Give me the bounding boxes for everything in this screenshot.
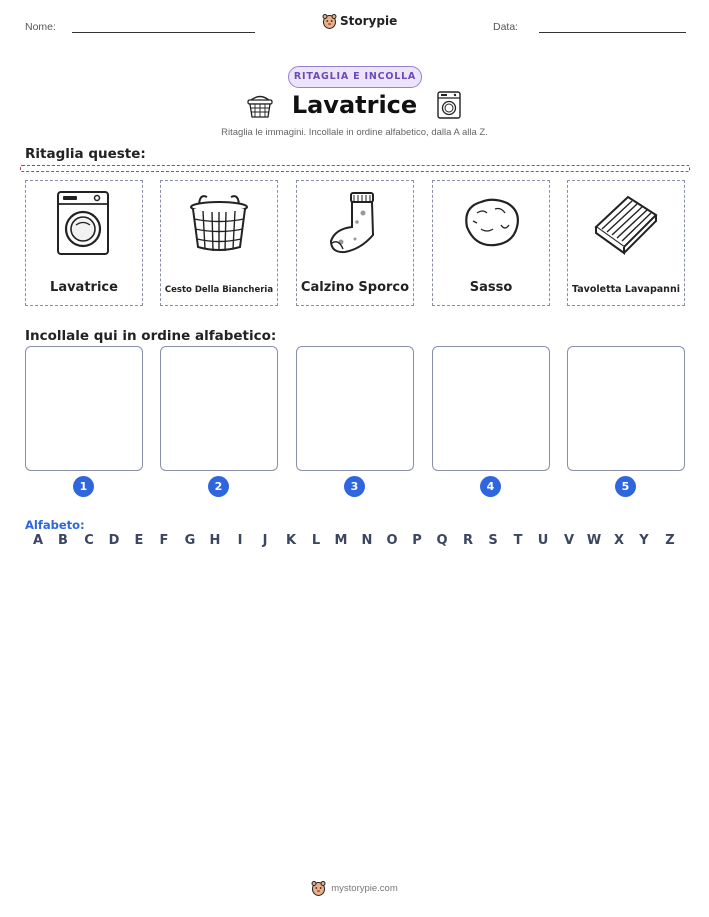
alphabet-letter: D [108,533,120,548]
page-title: Lavatrice [291,91,418,119]
mascot-icon [311,880,326,896]
laundry-basket-icon [185,189,253,257]
paste-box-1[interactable] [25,346,143,471]
footer-link[interactable]: mystorypie.com [331,882,398,894]
alphabet-letter: T [513,533,523,548]
washing-machine-icon [50,189,118,257]
number-badge-1: 1 [73,476,94,497]
paste-box-2[interactable] [160,346,278,471]
alphabet-letter: A [32,533,44,548]
cut-line [20,165,690,172]
alphabet-letter: C [84,533,94,548]
cut-card-calzino[interactable] [296,180,414,306]
alphabet-letter: X [613,533,625,548]
alphabet-letter: Q [436,533,448,548]
brand-name: Storypie [340,14,398,28]
alphabet-letter: I [237,533,243,548]
stone-icon [457,189,525,257]
number-badge-4: 4 [480,476,501,497]
title-row [0,90,709,120]
alphabet-letter: H [209,533,221,548]
washing-machine-icon [435,90,463,120]
alphabet-letter: K [285,533,297,548]
alphabet-letter: N [361,533,373,548]
cut-card-label: Tavoletta Lavapanni [572,284,680,295]
date-line[interactable] [539,32,686,33]
number-badge-2: 2 [208,476,229,497]
alphabet-letter: Y [639,533,649,548]
cut-card-label: Lavatrice [50,280,118,295]
cut-card-label: Cesto Della Biancheria [164,285,274,295]
paste-box-5[interactable] [567,346,685,471]
cut-card-label: Sasso [469,280,513,295]
number-badge-3: 3 [344,476,365,497]
cut-section-title: Ritaglia queste: [25,146,146,162]
alphabet-letter: G [184,533,196,548]
date-label: Data: [493,21,519,33]
cut-card-cesto[interactable] [160,180,278,306]
paste-box-3[interactable] [296,346,414,471]
name-line[interactable] [72,32,255,33]
alphabet-letter: B [58,533,68,548]
brand-logo [322,13,397,29]
alphabet-letter: F [159,533,169,548]
cut-card-sasso[interactable] [432,180,550,306]
alphabet-letter: E [134,533,144,548]
cut-card-lavatrice[interactable] [25,180,143,306]
alphabet-letter: S [488,533,498,548]
alphabet-letter: Z [665,533,675,548]
name-label: Nome: [25,21,56,33]
paste-section-title: Incollale qui in ordine alfabetico: [25,328,277,344]
alphabet-title: Alfabeto: [25,518,85,532]
alphabet-letter: V [563,533,575,548]
activity-badge: RITAGLIA E INCOLLA [288,66,422,88]
alphabet-letter: U [537,533,549,548]
mascot-icon [322,13,337,29]
laundry-basket-icon [246,90,274,120]
alphabet-letter: M [334,533,348,548]
footer [0,880,709,896]
alphabet-letter: P [412,533,422,548]
alphabet-letter: O [386,533,398,548]
dirty-sock-icon [321,189,389,257]
alphabet-letter: W [586,533,602,548]
cut-card-label: Calzino Sporco [300,280,410,295]
number-badge-5: 5 [615,476,636,497]
washboard-icon [592,189,660,257]
paste-box-4[interactable] [432,346,550,471]
alphabet-row [25,533,685,551]
alphabet-letter: J [262,533,268,548]
alphabet-letter: R [462,533,473,548]
instructions: Ritaglia le immagini. Incollale in ordine alfabetico, dalla A alla Z. [221,127,488,138]
cut-card-tavoletta[interactable] [567,180,685,306]
alphabet-letter: L [311,533,321,548]
